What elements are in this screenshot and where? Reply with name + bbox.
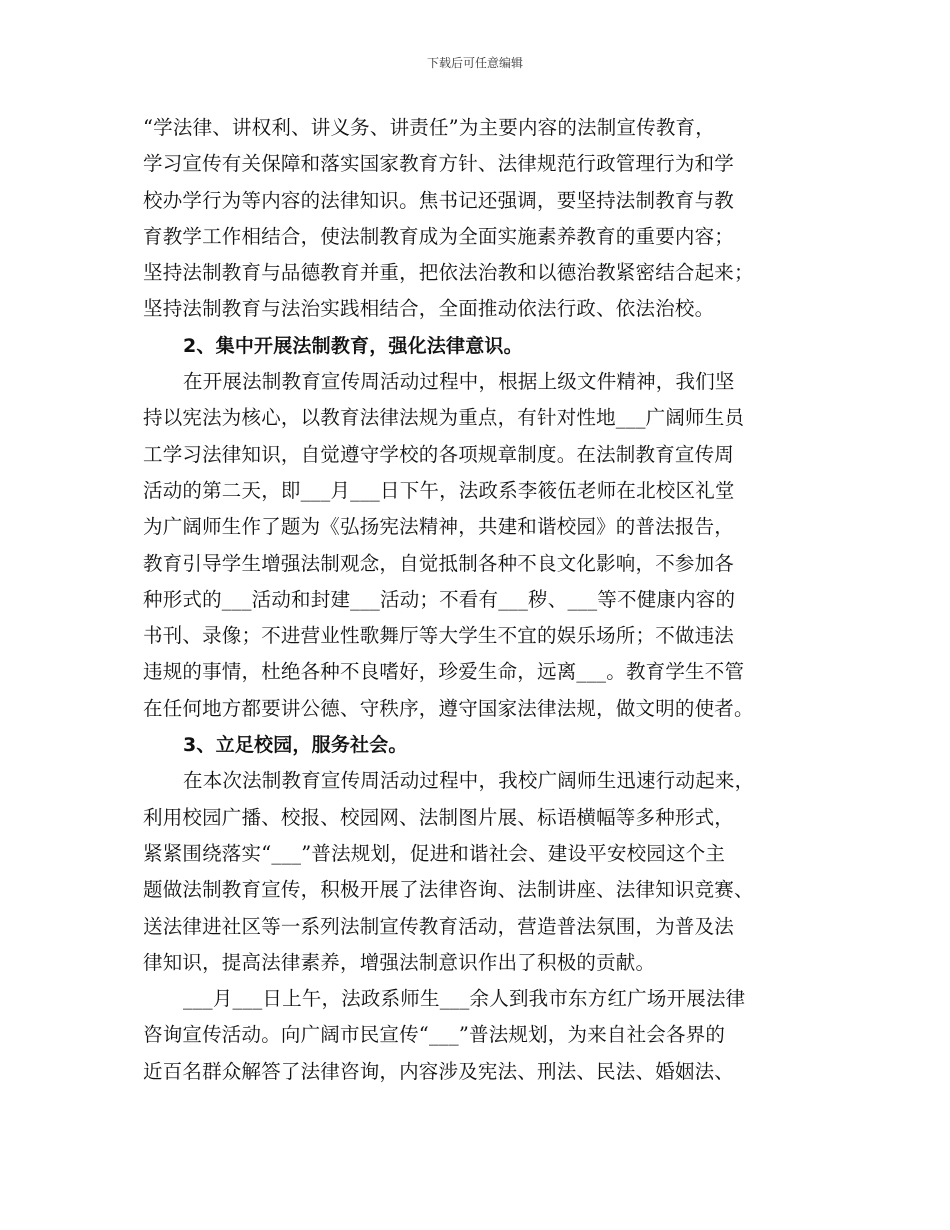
text-line: 律知识，提高法律素养，增强法制意识作出了积极的贡献。	[143, 950, 656, 974]
text-line: 书刊、录像；不进营业性歌舞厅等大学生不宜的娱乐场所；不做违法	[143, 624, 735, 648]
text-line: 坚持法制教育与法治实践相结合，全面推动依法行政、依法治校。	[143, 297, 715, 321]
text-line: 利用校园广播、校报、校园网、法制图片展、标语横幅等多种形式，	[143, 805, 735, 829]
section-heading: 2、集中开展法制教育，强化法律意识。	[183, 334, 523, 357]
text-line: 学习宣传有关保障和落实国家教育方针、法律规范行政管理行为和学	[143, 152, 735, 176]
text-line: 违规的事情，杜绝各种不良嗜好，珍爱生命，远离___。教育学生不管	[143, 660, 745, 684]
text-line: 在本次法制教育宣传周活动过程中，我校广阔师生迅速行动起来，	[183, 769, 755, 793]
text-line: 为广阔师生作了题为《弘扬宪法精神，共建和谐校园》的普法报告，	[143, 515, 735, 539]
text-line: 工学习法律知识，自觉遵守学校的各项规章制度。在法制教育宣传周	[143, 442, 735, 466]
text-line: 咨询宣传活动。向广阔市民宣传“___”普法规划，为来自社会各界的	[143, 1023, 726, 1047]
page-header: 下载后可任意编辑	[426, 56, 523, 70]
text-line: 在开展法制教育宣传周活动过程中，根据上级文件精神，我们坚	[183, 370, 735, 394]
text-line: ___月___日上午，法政系师生___余人到我市东方红广场开展法律	[183, 987, 746, 1011]
text-line: 活动的第二天，即___月___日下午，法政系李筱伍老师在北校区礼堂	[143, 478, 735, 502]
text-line: 育教学工作相结合，使法制教育成为全面实施素养教育的重要内容；	[143, 224, 735, 248]
section-heading: 3、立足校园，服务社会。	[183, 734, 408, 757]
text-line: 紧紧围绕落实“___”普法规划，促进和谐社会、建设平安校园这个主	[143, 841, 726, 865]
text-line: 校办学行为等内容的法律知识。焦书记还强调，要坚持法制教育与教	[143, 188, 735, 212]
text-line: 种形式的___活动和封建___活动；不看有___秽、___等不健康内容的	[143, 587, 736, 611]
text-line: 送法律进社区等一系列法制宣传教育活动，营造普法氛围，为普及法	[143, 914, 735, 938]
document-body	[143, 110, 823, 1090]
text-line: 题做法制教育宣传，积极开展了法律咨询、法制讲座、法律知识竞赛、	[143, 878, 754, 902]
text-line: 在任何地方都要讲公德、守秩序，遵守国家法律法规，做文明的使者。	[143, 696, 754, 720]
text-line: “学法律、讲权利、讲义务、讲责任”为主要内容的法制宣传教育，	[143, 116, 715, 139]
text-line: 持以宪法为核心，以教育法律法规为重点，有针对性地___广阔师生员	[143, 406, 745, 430]
text-line: 近百名群众解答了法律咨询，内容涉及宪法、刑法、民法、婚姻法、	[143, 1059, 735, 1083]
text-line: 坚持法制教育与品德教育并重，把依法治教和以德治教紧密结合起来；	[143, 261, 754, 285]
text-line: 教育引导学生增强法制观念，自觉抵制各种不良文化影响，不参加各	[143, 551, 735, 575]
